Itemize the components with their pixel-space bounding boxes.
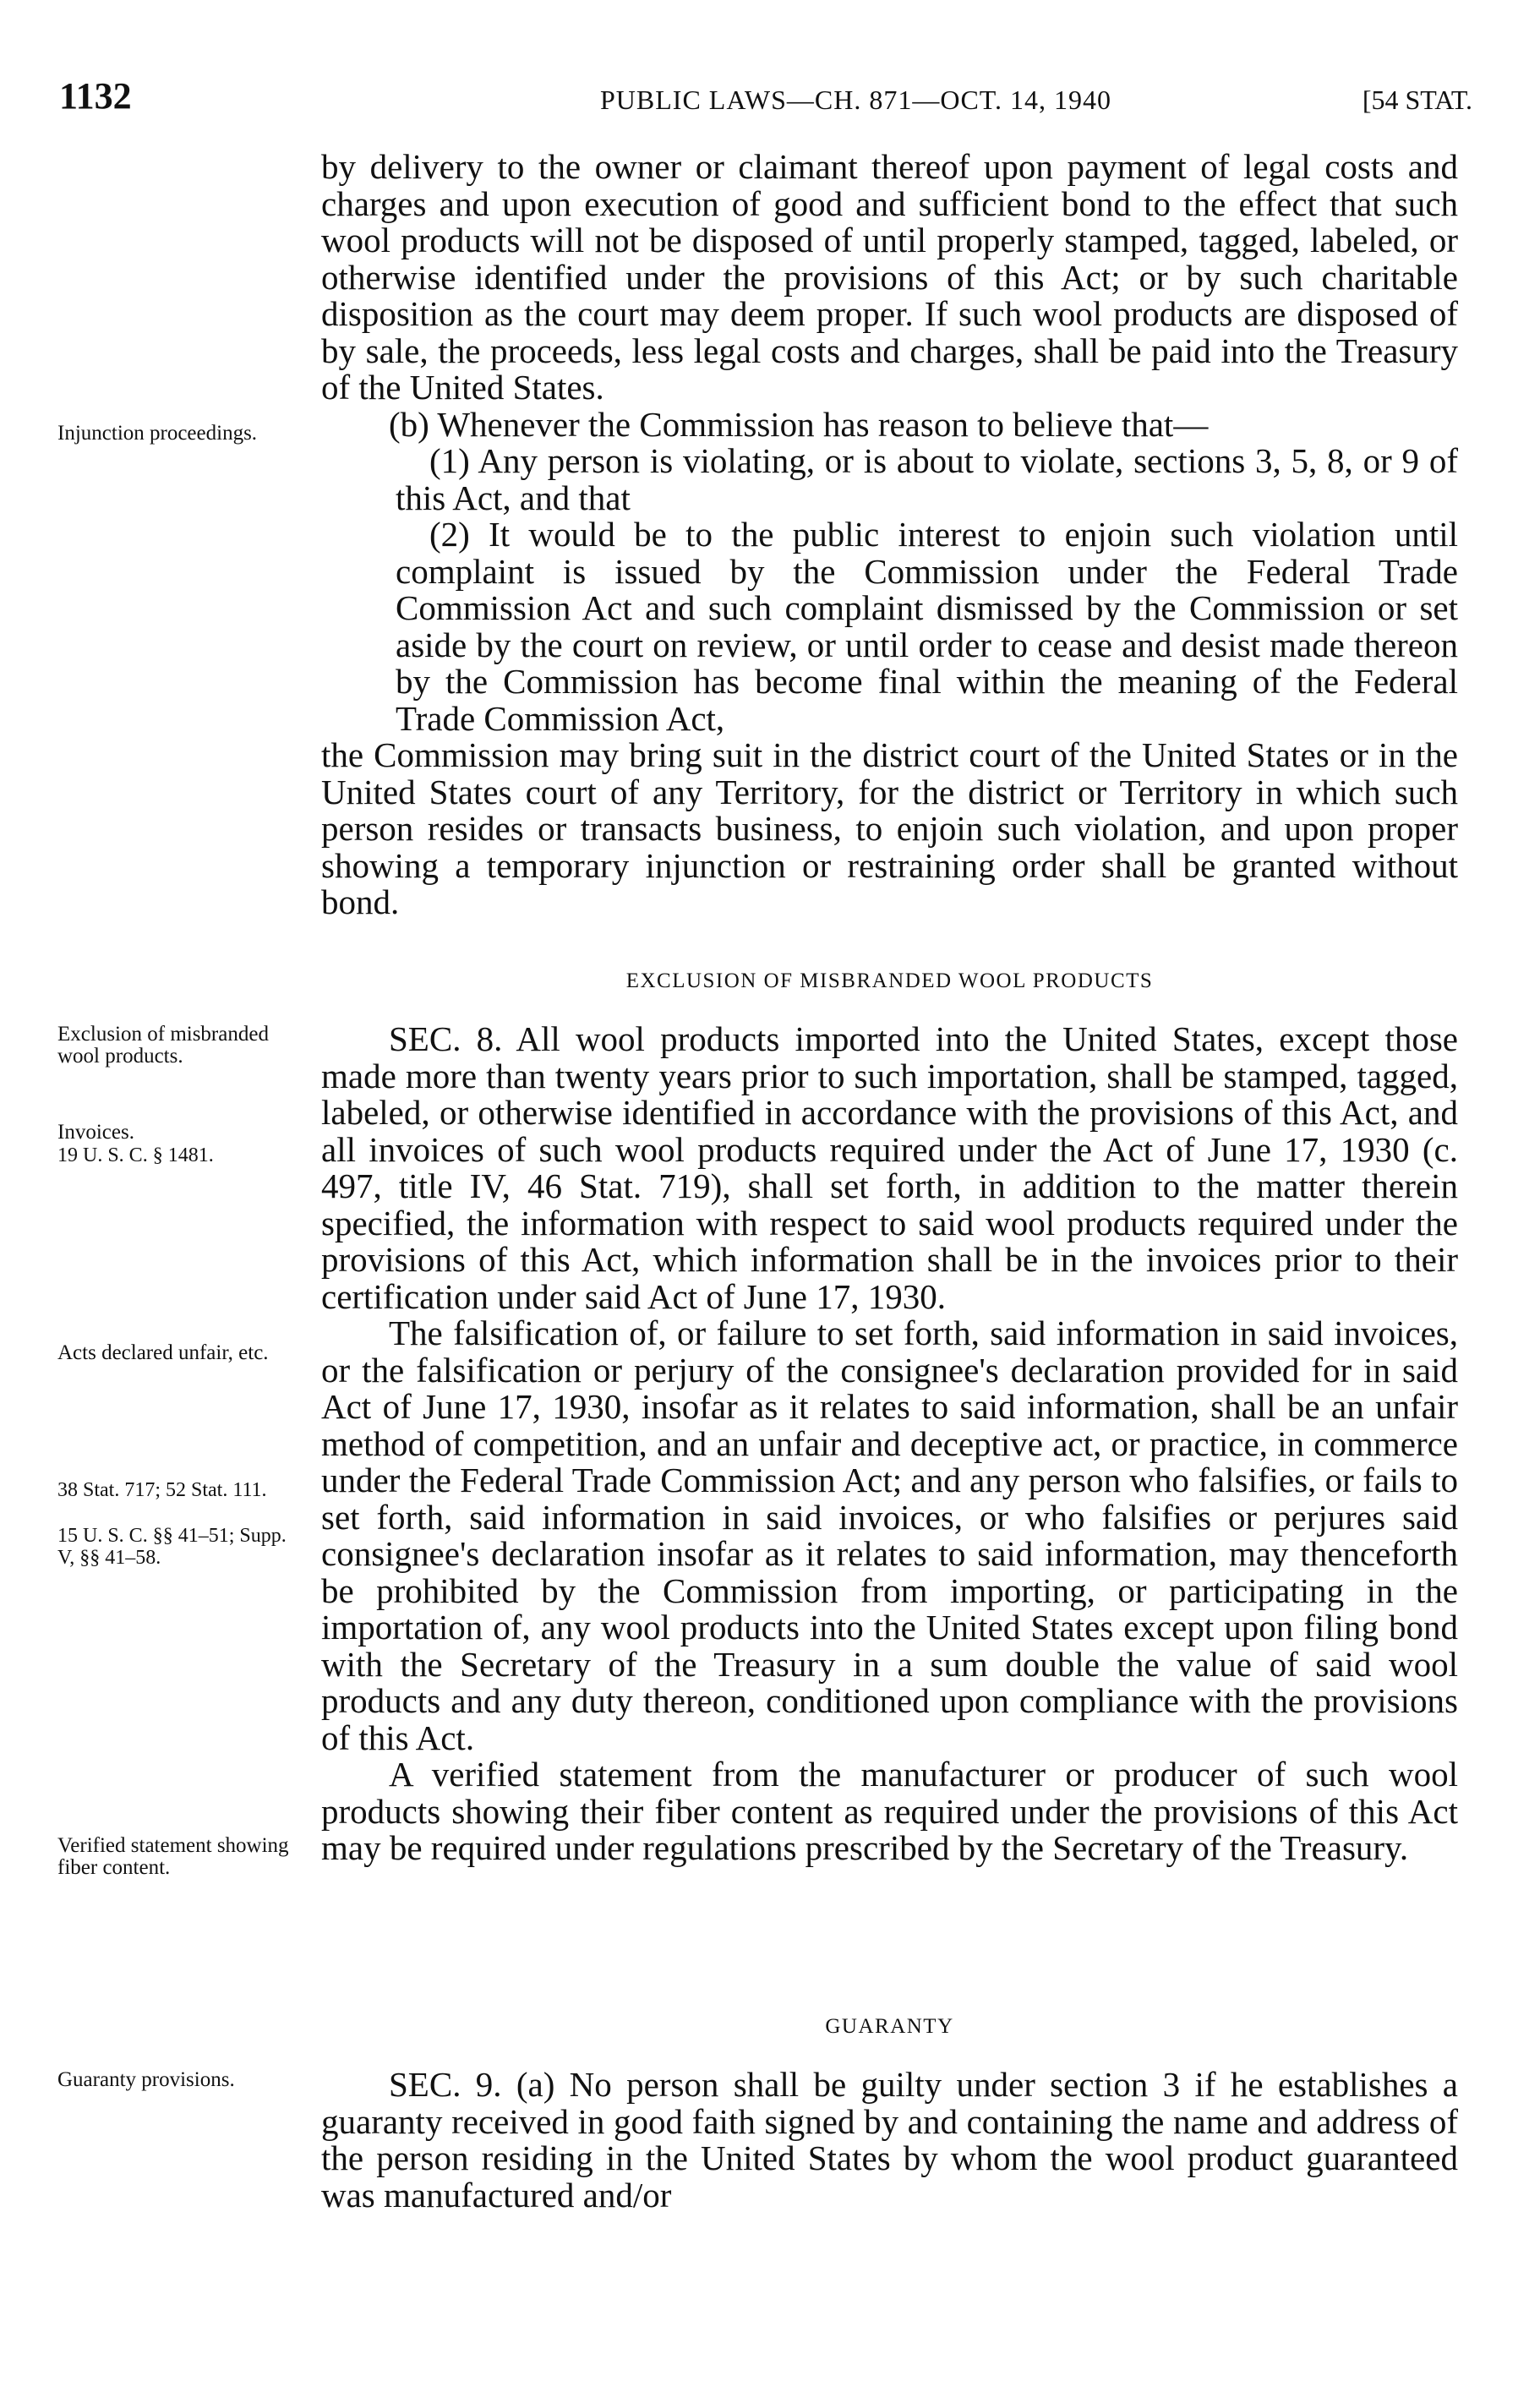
paragraph-continuation: by delivery to the owner or claimant thereof upon payment of legal costs and charges and upon execution of good and sufficient bond to the effect that such wool products will not be disposed of until properly stamped, tagged, labeled, or otherwise identified under the provisions of this Act; or by such charitable disposition as the court may deem proper. If such wool products are disposed of by sale, the proceeds, less legal costs and charges, shall be paid into the Treasury of the United States. bbox=[321, 147, 1458, 407]
section-heading-guaranty: GUARANTY bbox=[825, 2015, 954, 2038]
margin-note-verified-statement: Verified statement showing fiber content. bbox=[57, 1834, 289, 1879]
paragraph-b-close: the Commission may bring suit in the district court of the United States or in the United States court of any Territory, for the district or Territory in which such person resides or transacts business, to enjoin such violation, and upon proper showing a temporary injunction or restraining order shall be granted without bond. bbox=[321, 735, 1458, 921]
running-header bbox=[59, 74, 1472, 117]
running-title: PUBLIC LAWS—CH. 871—OCT. 14, 1940 bbox=[600, 85, 1111, 115]
sec8-paragraph-3: A verified statement from the manufacturer or producer of such wool products showing their fiber content as required under the provisions of this Act may be required under regulations prescribed by the Secretary of the Treasury. bbox=[321, 1755, 1458, 1867]
paragraph-b2: (2) It would be to the public interest to enjoin such violation until complaint is issued by the Commission under the Federal Trade Commission Act and such complaint dismissed by the Commission or set aside by the court on review, or until order to cease and desist made thereon by the Commission has become final within the meaning of the Federal Trade Commission Act, bbox=[396, 515, 1458, 738]
volume-label: [54 STAT. bbox=[1362, 85, 1472, 115]
margin-note-invoices: Invoices. bbox=[57, 1121, 134, 1144]
margin-note-exclusion: Exclusion of misbranded wool products. bbox=[57, 1023, 269, 1068]
section-heading-exclusion: EXCLUSION OF MISBRANDED WOOL PRODUCTS bbox=[625, 969, 1154, 992]
margin-note-usc-citation: 15 U. S. C. §§ 41–51; Supp. V, §§ 41–58. bbox=[57, 1525, 287, 1569]
margin-note-guaranty: Guaranty provisions. bbox=[57, 2068, 235, 2091]
margin-note-injunction: Injunction proceedings. bbox=[57, 422, 258, 445]
sec9-paragraph-1: SEC. 9. (a) No person shall be guilty under section 3 if he establishes a guaranty received in good faith signed by and containing the name and address of the person residing in the United States by whom the wool product guaranteed was manufactured and/or bbox=[321, 2065, 1458, 2215]
main-text-block-3 bbox=[321, 2067, 1458, 2214]
paragraph-b-intro: (b) Whenever the Commission has reason to believe that— bbox=[389, 404, 1209, 444]
sec8-paragraph-1: SEC. 8. All wool products imported into the United States, except those made more than twenty years prior to such importation, shall be stamped, tagged, labeled, or otherwise identified in accordance with the provisions of this Act, and all invoices of such wool products required under the Act of June 17, 1930 (c. 497, title IV, 46 Stat. 719), shall set forth, in addition to the matter therein specified, the information with respect to said wool products required under the provisions of this Act, which information shall be in the invoices prior to their certification under said Act of June 17, 1930. bbox=[321, 1019, 1458, 1316]
main-text-block-1 bbox=[321, 149, 1458, 921]
page-number: 1132 bbox=[59, 75, 132, 117]
margin-note-invoices-citation: 19 U. S. C. § 1481. bbox=[57, 1144, 214, 1166]
margin-note-acts-unfair: Acts declared unfair, etc. bbox=[57, 1341, 269, 1364]
paragraph-b1: (1) Any person is violating, or is about to violate, sections 3, 5, 8, or 9 of this Act, and that bbox=[396, 441, 1458, 517]
sec8-paragraph-2: The falsification of, or failure to set forth, said information in said invoices, or the falsification or perjury of the consignee's declaration provided for in said Act of June 17, 1930, insofar as it relates to said information, shall be an unfair method of competition, and an unfair and deceptive act, or practice, in commerce under the Federal Trade Commission Act; and any person who falsifies, or fails to set forth, said information in said invoices, or who falsifies or perjures said consignee's declaration insofar as it relates to said information, may thenceforth be prohibited by the Commission from importing, or participating in the importation of, any wool products into the United States except upon filing bond with the Secretary of the Treasury in a sum double the value of said wool products and any duty thereon, conditioned upon compliance with the provisions of this Act. bbox=[321, 1313, 1458, 1757]
margin-note-stat-citation: 38 Stat. 717; 52 Stat. 111. bbox=[57, 1479, 267, 1501]
main-text-block-2 bbox=[321, 1021, 1458, 1867]
